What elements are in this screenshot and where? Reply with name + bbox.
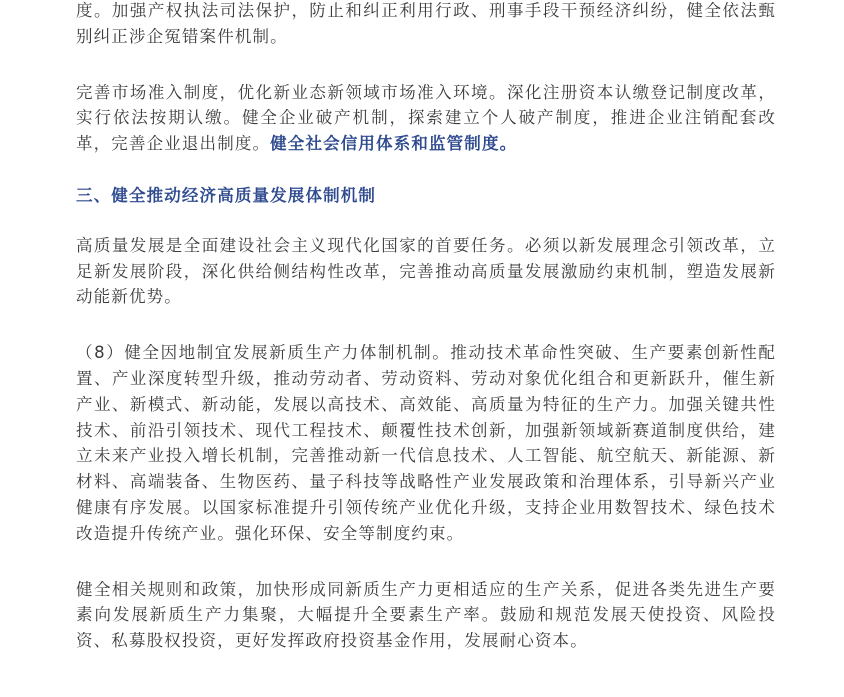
- emphasis-credit-system: 健全社会信用体系和监管制度。: [270, 134, 518, 154]
- paragraph-market-access: [76, 80, 776, 157]
- paragraph-rules-and-policies: 健全相关规则和政策，加快形成同新质生产力更相适应的生产关系，促进各类先进生产要素向发展新质生产力集聚，大幅提升全要素生产率。鼓励和规范发展天使投资、风险投资、私募股权投资，更好发挥政府投资基金作用，发展耐心资本。: [76, 579, 776, 651]
- article-body: [76, 0, 776, 654]
- paragraph-new-productive-forces: （8）健全因地制宜发展新质生产力体制机制。推动技术革命性突破、生产要素创新性配置、产业深度转型升级，推动劳动者、劳动资料、劳动对象优化组合和更新跃升，催生新产业、新模式、新动能，发展以高技术、高效能、高质量为特征的生产力。加强关键共性技术、前沿引领技术、现代工程技术、颠覆性技术创新，加强新领域新赛道制度供给，建立未来产业投入增长机制，完善推动新一代信息技术、人工智能、航空航天、新能源、新材料、高端装备、生物医药、量子科技等战略性产业发展政策和治理体系，引导新兴产业健康有序发展。以国家标准提升引领传统产业优化升级，支持企业用数智技术、绿色技术改造提升传统产业。强化环保、安全等制度约束。: [76, 343, 776, 543]
- section-heading-3: 三、健全推动经济高质量发展体制机制: [76, 185, 377, 205]
- paragraph-high-quality-development: 高质量发展是全面建设社会主义现代化国家的首要任务。必须以新发展理念引领改革，立足新发展阶段，深化供给侧结构性改革，完善推动高质量发展激励约束机制，塑造发展新动能新优势。: [76, 235, 776, 307]
- paragraph-market-access-text: 完善市场准入制度，优化新业态新领域市场准入环境。深化注册资本认缴登记制度改革，实行依法按期认缴。健全企业破产机制，探索建立个人破产制度，推进企业注销配套改革，完善企业退出制度。: [76, 82, 776, 154]
- paragraph-property-rights: 度。加强产权执法司法保护，防止和纠正利用行政、刑事手段干预经济纠纷，健全依法甄别纠正涉企冤错案件机制。: [76, 1, 776, 46]
